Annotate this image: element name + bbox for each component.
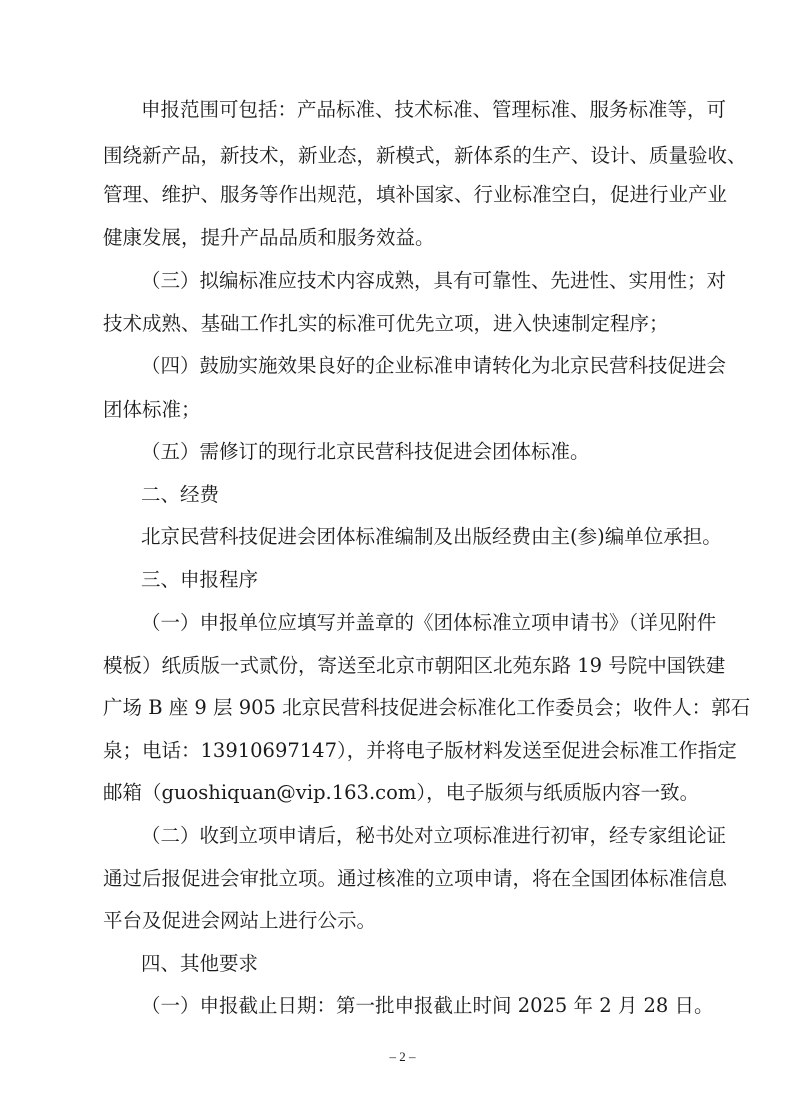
- text-line: （五）需修订的现行北京民营科技促进会团体标准。: [141, 440, 590, 463]
- text-line: （二）收到立项申请后，秘书处对立项标准进行初审，经专家组论证: [141, 824, 727, 847]
- text-line: 管理、维护、服务等作出规范，填补国家、行业标准空白，促进行业产业: [103, 183, 728, 206]
- text-line: （四）鼓励实施效果良好的企业标准申请转化为北京民营科技促进会: [141, 354, 727, 377]
- text-line: （三）拟编标准应技术内容成熟，具有可靠性、先进性、实用性；对: [141, 269, 727, 292]
- section-heading: 三、申报程序: [141, 568, 259, 591]
- text-line: 广场 B 座 9 层 905 北京民营科技促进会标准化工作委员会；收件人：郭石: [103, 696, 751, 719]
- text-line: （一）申报单位应填写并盖章的《团体标准立项申请书》（详见附件: [141, 611, 717, 634]
- text-line: 北京民营科技促进会团体标准编制及出版经费由主(参)编单位承担。: [141, 525, 722, 548]
- section-heading: 二、经费: [141, 483, 220, 506]
- text-line: 团体标准；: [103, 398, 201, 421]
- text-line: 通过后报促进会审批立项。通过核准的立项申请，将在全国团体标准信息: [103, 867, 728, 890]
- text-line: 模板）纸质版一式贰份，寄送至北京市朝阳区北苑东路 19 号院中国铁建: [103, 654, 726, 677]
- text-line: （一）申报截止日期：第一批申报截止时间 2025 年 2 月 28 日。: [141, 994, 714, 1017]
- section-heading: 四、其他要求: [141, 952, 259, 975]
- page-number: – 2 –: [389, 1049, 416, 1064]
- text-line: 邮箱（guoshiquan@vip.163.com），电子版须与纸质版内容一致。: [103, 781, 700, 804]
- text-line: 技术成熟、基础工作扎实的标准可优先立项，进入快速制定程序；: [103, 312, 669, 335]
- text-line: 围绕新产品，新技术，新业态，新模式，新体系的生产、设计、质量验收、: [103, 144, 747, 167]
- text-line: 平台及促进会网站上进行公示。: [103, 909, 377, 932]
- text-line: 申报范围可包括：产品标准、技术标准、管理标准、服务标准等，可: [141, 98, 727, 121]
- text-line: 健康发展，提升产品品质和服务效益。: [103, 226, 435, 249]
- text-line: 泉；电话：13910697147），并将电子版材料发送至促进会标准工作指定: [103, 739, 737, 762]
